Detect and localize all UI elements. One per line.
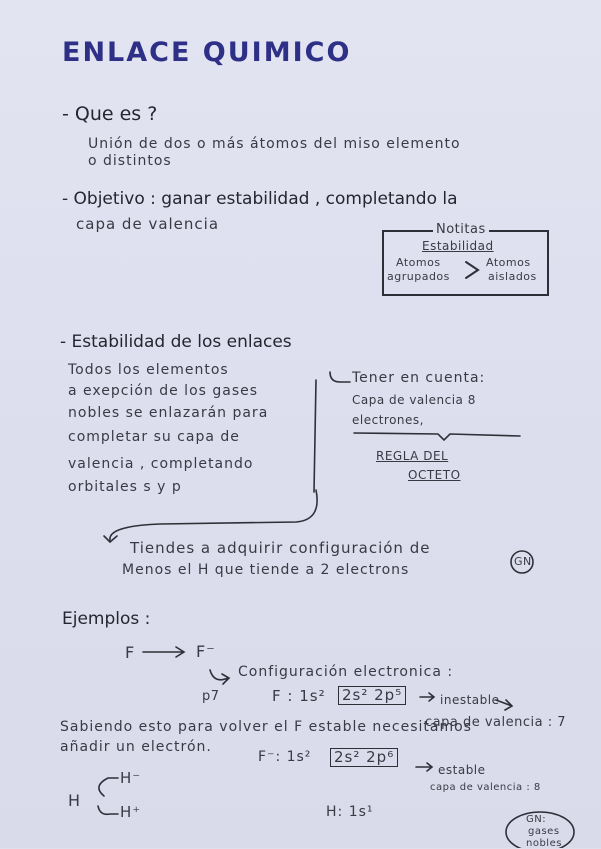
tener-bracket: [354, 433, 520, 440]
config-label: Configuración electronica :: [238, 664, 454, 680]
capa-arrow-icon: [496, 700, 512, 710]
estabilidad-left-line-1: a exepción de los gases: [68, 383, 259, 399]
h-minus-arrow-icon: [99, 778, 118, 796]
objetivo-line-2: capa de valencia: [76, 215, 220, 233]
tener-heading: Tener en cuenta:: [352, 370, 486, 386]
regla-line-2: OCTETO: [408, 468, 461, 482]
gn-note-1: GN:: [526, 814, 547, 825]
estabilidad-divider: [314, 380, 316, 492]
tiende-curve-arrow: [110, 490, 317, 540]
estabilidad-left-line-4: valencia , completando: [68, 456, 254, 472]
capa-valencia-8: capa de valencia : 8: [430, 782, 541, 793]
gn-circle-label: GN: [514, 555, 532, 568]
sabiendo-line-1: Sabiendo esto para volver el F estable necesitamos: [60, 719, 472, 735]
tiende-line-2: Menos el H que tiende a 2 electrons: [122, 562, 410, 578]
fion-config-box: 2s² 2p⁶: [330, 748, 398, 767]
tiende-line-1: Tiendes a adquirir configuración de: [130, 539, 431, 557]
que-es-line-2: o distintos: [88, 153, 172, 169]
f-config-prefix: F : 1s²: [272, 687, 326, 705]
estabilidad-left-line-2: nobles se enlazarán para: [68, 405, 269, 421]
notitas-left-1: Atomos: [396, 256, 441, 269]
notitas-right-2: aislados: [488, 270, 537, 283]
f-config-box: 2s² 2p⁵: [338, 686, 406, 705]
h-atom: H: [68, 791, 82, 810]
f-arrow-icon: [143, 647, 184, 657]
tener-line-2: electrones,: [352, 413, 424, 427]
gn-note-circle: [506, 812, 574, 848]
notitas-title: Notitas: [433, 223, 489, 237]
h-config: H: 1s¹: [326, 804, 374, 820]
tener-line-1: Capa de valencia 8: [352, 393, 476, 407]
h-plus-arrow-icon: [98, 806, 118, 814]
sabiendo-line-2: añadir un electrón.: [60, 739, 212, 755]
regla-line-1: REGLA DEL: [376, 449, 449, 463]
f-atom: F: [125, 643, 136, 662]
gn-note-2: gases: [528, 826, 560, 837]
h-plus: H⁺: [120, 803, 142, 821]
gn-note-3: nobles: [526, 838, 562, 849]
fion-config-prefix: F⁻: 1s²: [258, 749, 312, 765]
p7-label: p7: [202, 689, 220, 704]
notitas-arrow-icon: [466, 262, 478, 278]
capa-valencia-7: capa de valencia : 7: [425, 715, 566, 730]
estable-label: estable: [438, 763, 486, 777]
h-minus: H⁻: [120, 769, 142, 787]
gn-circle: [511, 551, 533, 573]
notitas-left-2: agrupados: [387, 270, 450, 283]
f-ion: F⁻: [196, 642, 216, 661]
objetivo-line-1: - Objetivo : ganar estabilidad , completando la: [62, 189, 458, 209]
estabilidad-heading: - Estabilidad de los enlaces: [60, 332, 292, 352]
page-title: ENLACE QUIMICO: [62, 37, 352, 68]
inestable-arrow-icon: [420, 693, 434, 701]
notitas-subtitle: Estabilidad: [422, 239, 494, 253]
ejemplos-heading: Ejemplos :: [62, 609, 151, 629]
config-arrow-icon: [210, 670, 228, 680]
inestable-label: inestable: [440, 693, 500, 707]
estabilidad-left-line-0: Todos los elementos: [68, 362, 229, 378]
que-es-line-1: Unión de dos o más átomos del miso elemento: [88, 136, 461, 152]
tener-arrow-icon: [330, 372, 350, 382]
estable-arrow-icon: [416, 763, 432, 771]
notitas-right-1: Atomos: [486, 256, 531, 269]
estabilidad-left-line-5: orbitales s y p: [68, 479, 182, 495]
estabilidad-left-line-3: completar su capa de: [68, 429, 240, 445]
que-es-heading: - Que es ?: [62, 103, 158, 125]
